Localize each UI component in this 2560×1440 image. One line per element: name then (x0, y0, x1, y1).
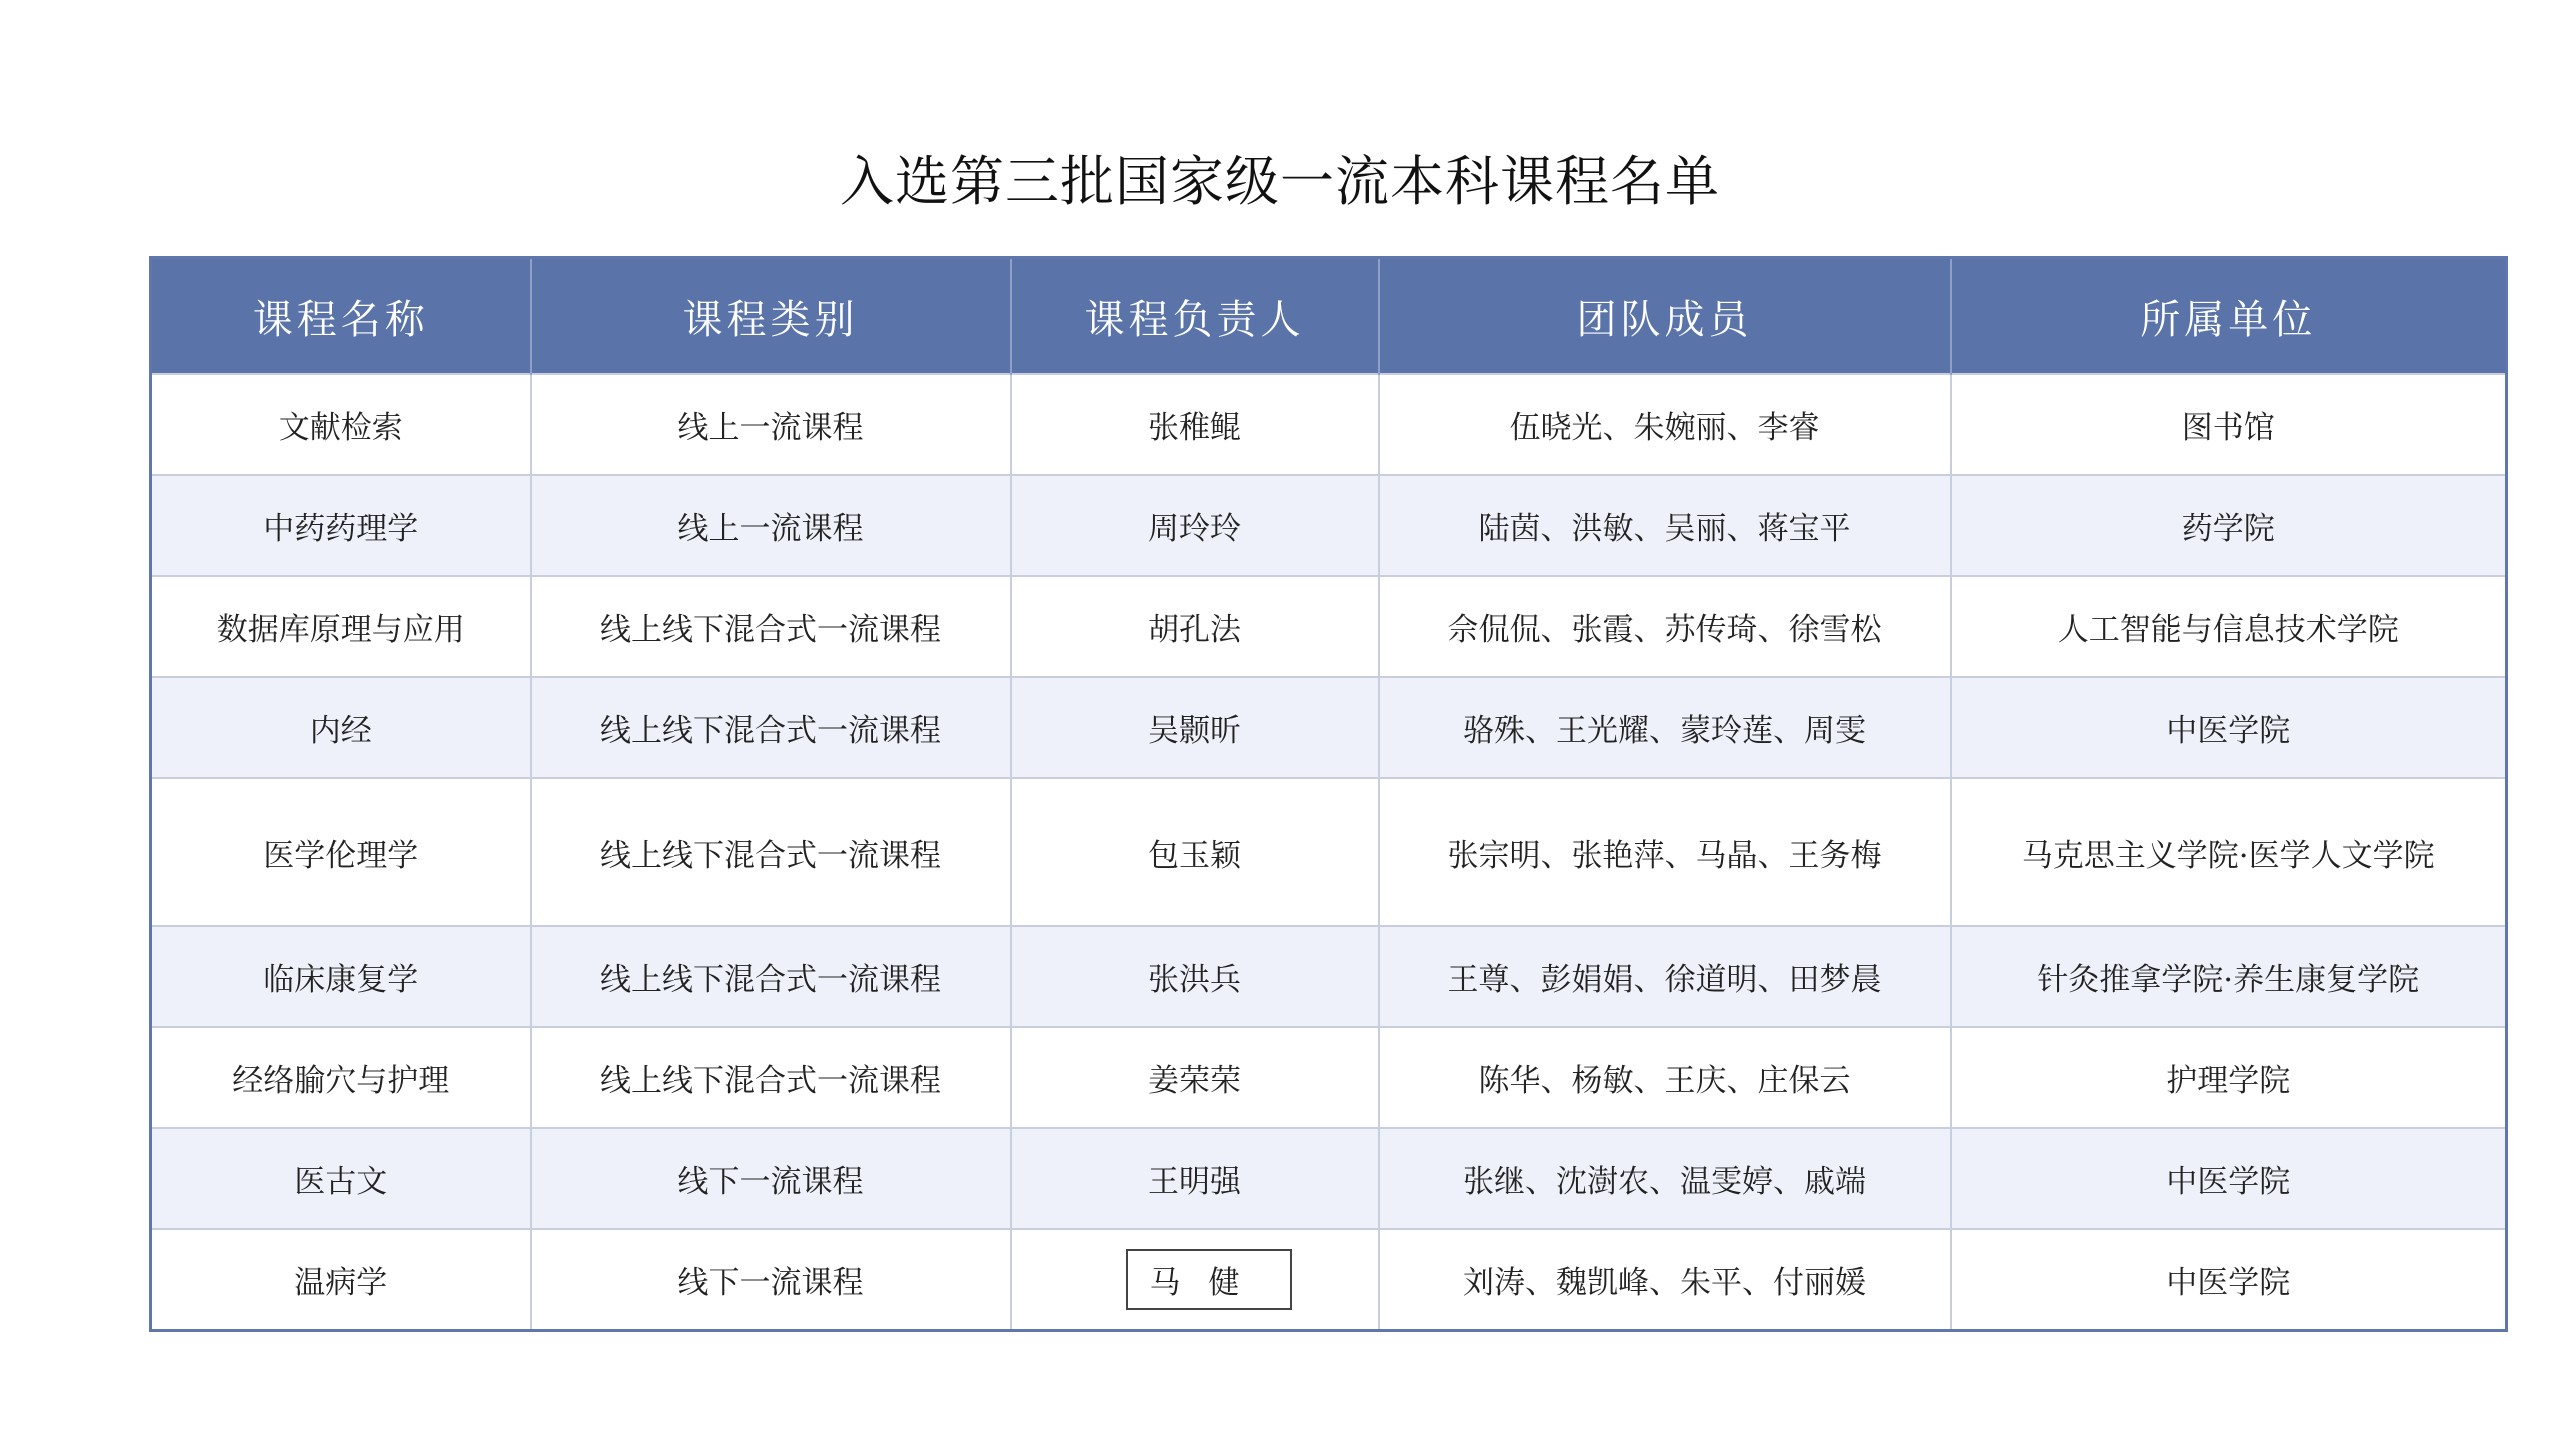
cell-department: 药学院 (1951, 475, 2507, 576)
table-row (151, 1229, 2507, 1331)
header-course-name: 课程名称 (151, 258, 531, 375)
table-row (151, 778, 2507, 926)
cell-department: 中医学院 (1951, 1128, 2507, 1229)
table-header-row (151, 258, 2507, 375)
cell-course-name: 医学伦理学 (151, 778, 531, 926)
cell-department: 马克思主义学院·医学人文学院 (1951, 778, 2507, 926)
cell-team-members: 骆殊、王光耀、蒙玲莲、周雯 (1379, 677, 1951, 778)
cell-course-lead: 吴颢昕 (1011, 677, 1379, 778)
cell-department: 护理学院 (1951, 1027, 2507, 1128)
cell-course-category: 线上一流课程 (531, 475, 1011, 576)
cell-department: 中医学院 (1951, 677, 2507, 778)
cell-course-category: 线下一流课程 (531, 1128, 1011, 1229)
cell-department: 图书馆 (1951, 374, 2507, 475)
table-row (151, 374, 2507, 475)
cell-team-members: 刘涛、魏凯峰、朱平、付丽媛 (1379, 1229, 1951, 1331)
cell-course-lead: 王明强 (1011, 1128, 1379, 1229)
cell-course-category: 线上线下混合式一流课程 (531, 778, 1011, 926)
cell-course-name: 经络腧穴与护理 (151, 1027, 531, 1128)
cell-department: 中医学院 (1951, 1229, 2507, 1331)
cell-course-category: 线上线下混合式一流课程 (531, 677, 1011, 778)
cell-course-name: 临床康复学 (151, 926, 531, 1027)
cell-team-members: 张宗明、张艳萍、马晶、王务梅 (1379, 778, 1951, 926)
header-course-lead: 课程负责人 (1011, 258, 1379, 375)
cell-course-lead: 包玉颖 (1011, 778, 1379, 926)
cell-course-lead (1011, 1229, 1379, 1331)
table-row (151, 677, 2507, 778)
cell-course-category: 线上线下混合式一流课程 (531, 926, 1011, 1027)
cell-course-lead: 姜荣荣 (1011, 1027, 1379, 1128)
cell-course-category: 线上线下混合式一流课程 (531, 576, 1011, 677)
cell-course-name: 温病学 (151, 1229, 531, 1331)
table-row (151, 475, 2507, 576)
cell-team-members: 陈华、杨敏、王庆、庄保云 (1379, 1027, 1951, 1128)
cell-course-category: 线上线下混合式一流课程 (531, 1027, 1011, 1128)
cell-course-name: 文献检索 (151, 374, 531, 475)
header-department: 所属单位 (1951, 258, 2507, 375)
cell-team-members: 张继、沈澍农、温雯婷、戚端 (1379, 1128, 1951, 1229)
course-lead-boxed: 马健 (1126, 1249, 1292, 1310)
page-title: 入选第三批国家级一流本科课程名单 (840, 150, 1720, 213)
table-row (151, 1128, 2507, 1229)
cell-course-category: 线上一流课程 (531, 374, 1011, 475)
cell-department: 针灸推拿学院·养生康复学院 (1951, 926, 2507, 1027)
header-course-category: 课程类别 (531, 258, 1011, 375)
cell-course-name: 中药药理学 (151, 475, 531, 576)
cell-course-lead: 周玲玲 (1011, 475, 1379, 576)
cell-course-lead: 张稚鲲 (1011, 374, 1379, 475)
cell-course-name: 内经 (151, 677, 531, 778)
table-row (151, 576, 2507, 677)
course-table (149, 256, 2508, 1332)
table-row (151, 1027, 2507, 1128)
cell-course-lead: 胡孔法 (1011, 576, 1379, 677)
cell-team-members: 王尊、彭娟娟、徐道明、田梦晨 (1379, 926, 1951, 1027)
cell-team-members: 佘侃侃、张霞、苏传琦、徐雪松 (1379, 576, 1951, 677)
cell-department: 人工智能与信息技术学院 (1951, 576, 2507, 677)
cell-team-members: 伍晓光、朱婉丽、李睿 (1379, 374, 1951, 475)
cell-course-category: 线下一流课程 (531, 1229, 1011, 1331)
cell-course-name: 医古文 (151, 1128, 531, 1229)
header-team-members: 团队成员 (1379, 258, 1951, 375)
cell-team-members: 陆茵、洪敏、吴丽、蒋宝平 (1379, 475, 1951, 576)
cell-course-name: 数据库原理与应用 (151, 576, 531, 677)
table-row (151, 926, 2507, 1027)
cell-course-lead: 张洪兵 (1011, 926, 1379, 1027)
